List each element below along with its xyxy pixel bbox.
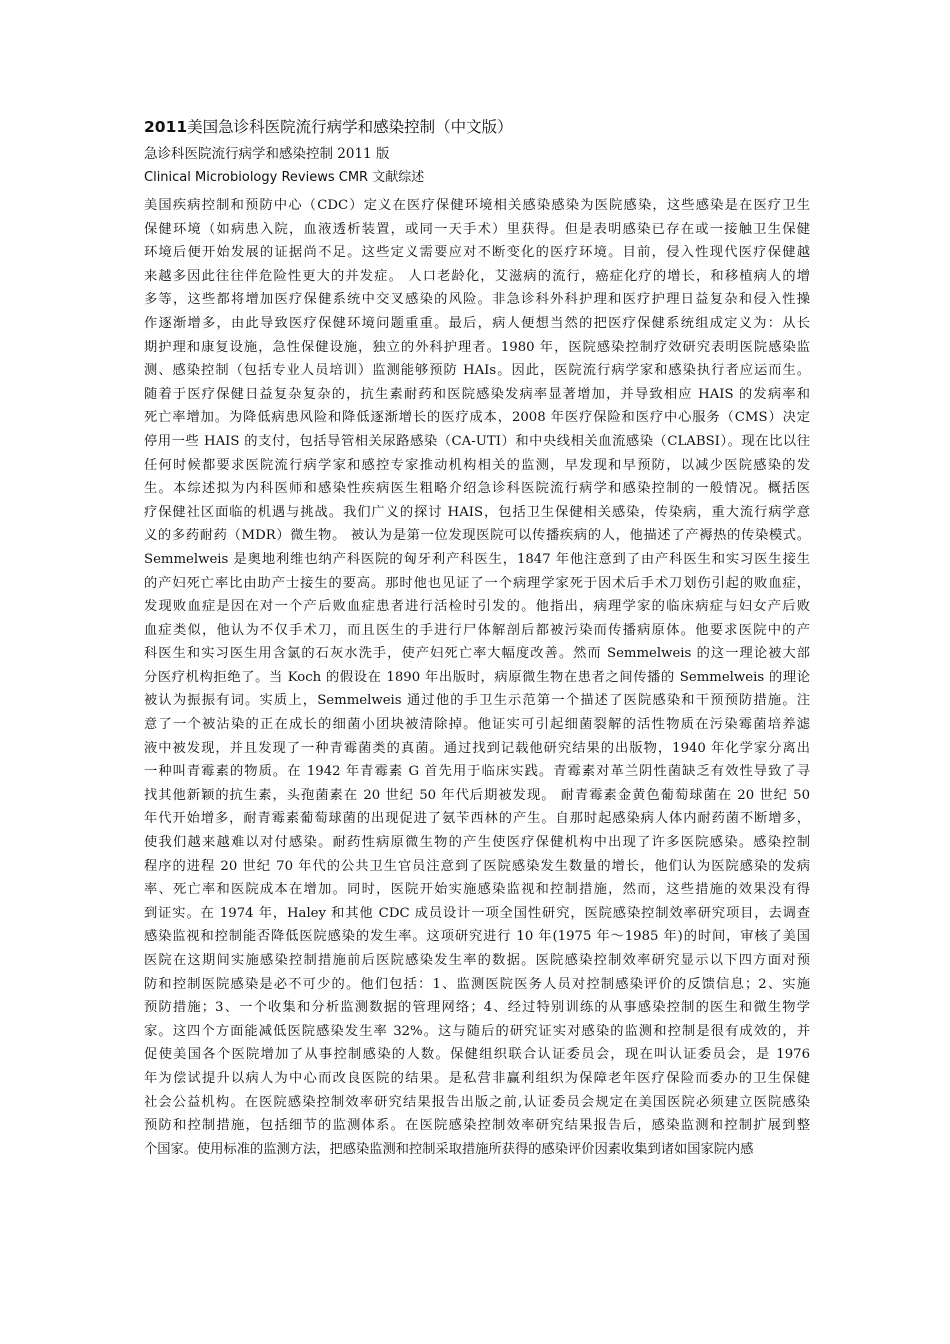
body-line: 程序的进程 20 世纪 70 年代的公共卫生官员注意到了医院感染发生数量的增长，他们认为医院感染的发病 xyxy=(144,858,810,874)
body-line: 科医生和实习医生用含氯的石灰水洗手，使产妇死亡率大幅度改善。然而 Semmelweis 的这一理论被大部 xyxy=(144,646,810,662)
document-title xyxy=(144,116,810,138)
body-line: 多等，这些都将增加医疗保健系统中交叉感染的风险。非急诊科外科护理和医疗护理日益复杂和侵入性操 xyxy=(144,292,810,308)
body-line: 液中被发现，并且发现了一种青霉菌类的真菌。通过找到记载他研究结果的出版物，1940 年化学家分离出 xyxy=(144,740,810,756)
body-line: 停用一些 HAIS 的支付，包括导管相关尿路感染（CA-UTI）和中央线相关血流感染（CLABSI）。现在比以往 xyxy=(144,433,810,449)
body-line: 家。这四个方面能减低医院感染发生率 32%。这与随后的研究证实对感染的监测和控制是很有成效的，并 xyxy=(144,1023,810,1039)
body-line: 美国疾病控制和预防中心（CDC）定义在医疗保健环境相关感染感染为医院感染，这些感染是在医疗卫生 xyxy=(144,198,810,213)
body-line: 找其他新颖的抗生素，头孢菌素在 20 世纪 50 年代后期被发现。 耐青霉素金黄色葡萄球菌在 20 世纪 50 xyxy=(144,787,810,803)
body-line: 死亡率增加。为降低病患风险和降低逐渐增长的医疗成本，2008 年医疗保险和医疗中心服务（CMS）决定 xyxy=(144,410,810,426)
body-line: 使我们越来越难以对付感染。耐药性病原微生物的产生使医疗保健机构中出现了许多医院感染。感染控制 xyxy=(144,835,810,851)
body-line: 促使美国各个医院增加了从事控制感染的人数。保健组织联合认证委员会，现在叫认证委员会，是 1976 xyxy=(144,1047,810,1063)
body-line: 社会公益机构。在医院感染控制效率研究结果报告出版之前,认证委员会规定在美国医院必须建立医院感染 xyxy=(144,1094,810,1110)
title-text: 美国急诊科医院流行病学和感染控制（中文版） xyxy=(187,118,513,136)
body-line: 预防措施；3、一个收集和分析监测数据的管理网络；4、经过特别训练的从事感染控制的医生和微生物学 xyxy=(144,1000,810,1016)
body-line: 一种叫青霉素的物质。在 1942 年青霉素 G 首先用于临床实践。青霉素对革兰阴性菌缺乏有效性导致了寻 xyxy=(144,764,810,780)
document-body xyxy=(144,194,810,1161)
body-line: 义的多药耐药（MDR）微生物。 被认为是第一位发现医院可以传播疾病的人，他描述了产褥热的传染模式。 xyxy=(144,528,810,544)
body-line: 任何时候都要求医院流行病学家和感控专家推动机构相关的监测，早发现和早预防，以减少医院感染的发 xyxy=(144,457,810,473)
body-line: 率、死亡率和医院成本在增加。同时，医院开始实施感染监视和控制措施，然而，这些措施的效果没有得 xyxy=(144,882,810,898)
body-line: 到证实。在 1974 年，Haley 和其他 CDC 成员设计一项全国性研究，医院感染控制效率研究项目，去调查 xyxy=(144,905,810,921)
body-line: 防和控制医院感染是必不可少的。他们包括：1、监测医院医务人员对控制感染评价的反馈信息；2、实施 xyxy=(144,976,810,992)
document-content xyxy=(144,116,810,1161)
body-line: 被认为振振有词。实质上，Semmelweis 通过他的手卫生示范第一个描述了医院感染和干预预防措施。注 xyxy=(144,693,810,709)
title-year: 2011 xyxy=(144,118,188,136)
body-line: 意了一个被沾染的正在成长的细菌小团块被清除掉。他证实可引起细菌裂解的活性物质在污染霉菌培养滤 xyxy=(144,717,810,733)
body-line: 生。本综述拟为内科医师和感染性疾病医生粗略介绍急诊科医院流行病学和感染控制的一般情况。概括医 xyxy=(144,481,810,497)
document-source: Clinical Microbiology Reviews CMR 文献综述 xyxy=(144,170,425,185)
body-line: 分医疗机构拒绝了。当 Koch 的假设在 1890 年出版时，病原微生物在患者之间传播的 Semmelweis 的理论 xyxy=(144,669,810,685)
document-subtitle: 急诊科医院流行病学和感染控制 2011 版 xyxy=(144,146,390,162)
body-line: 疗保健社区面临的机遇与挑战。我们广义的探讨 HAIS，包括卫生保健相关感染，传染病，重大流行病学意 xyxy=(144,504,810,520)
body-line: Semmelweis 是奥地利维也纳产科医院的匈牙利产科医生，1847 年他注意到了由产科医生和实习医生接生 xyxy=(144,551,810,567)
body-line: 期护理和康复设施，急性保健设施，独立的外科护理者。1980 年，医院感染控制疗效研究表明医院感染监 xyxy=(144,339,810,355)
body-line: 随着于医疗保健日益复杂复杂的，抗生素耐药和医院感染发病率显著增加，并导致相应 HAIS 的发病率和 xyxy=(144,386,810,402)
body-line: 年代开始增多，耐青霉素葡萄球菌的出现促进了氨苄西林的产生。自那时起感染病人体内耐药菌不断增多， xyxy=(144,811,810,827)
body-line: 测、感染控制（包括专业人员培训）监测能够预防 HAIs。因此，医院流行病学家和感染执行者应运而生。 xyxy=(144,363,810,379)
body-line: 保健环境（如病患入院，血液透析装置，或同一天手术）里获得。但是表明感染已存在或一接触卫生保健 xyxy=(144,221,810,237)
body-line: 作逐渐增多，由此导致医疗保健环境问题重重。最后，病人便想当然的把医疗保健系统组成定义为：从长 xyxy=(144,315,810,331)
body-line: 感染监视和控制能否降低医院感染的发生率。这项研究进行 10 年(1975 年～1985 年)的时间，审核了美国 xyxy=(144,929,810,945)
body-line: 来越多因此往往伴危险性更大的并发症。 人口老龄化，艾滋病的流行，癌症化疗的增长，和移植病人的增 xyxy=(144,268,810,284)
body-line: 血症类似，他认为不仅手术刀，而且医生的手进行尸体解剖后都被污染而传播病原体。他要求医院中的产 xyxy=(144,622,810,638)
body-line: 个国家。使用标准的监测方法，把感染监测和控制采取措施所获得的感染评价因素收集到诸如国家院内感 xyxy=(144,1141,754,1157)
body-line: 医院在这期间实施感染控制措施前后医院感染发生率的数据。医院感染控制效率研究显示以下四方面对预 xyxy=(144,953,810,968)
body-line: 年为偿试提升以病人为中心而改良医院的结果。是私营非赢利组织为保障老年医疗保险而委办的卫生保健 xyxy=(144,1070,810,1086)
body-line: 发现败血症是因在对一个产后败血症患者进行活检时引发的。他指出，病理学家的临床病症与妇女产后败 xyxy=(144,599,810,615)
body-line: 环境后便开始发展的证据尚不足。这些定义需要应对不断变化的医疗环境。目前，侵入性现代医疗保健越 xyxy=(144,245,810,261)
body-line: 预防和控制措施，包括细节的监测体系。在医院感染控制效率研究结果报告后，感染监测和控制扩展到整 xyxy=(144,1118,810,1134)
body-line: 的产妇死亡率比由助产士接生的要高。那时他也见证了一个病理学家死于因术后手术刀划伤引起的败血症， xyxy=(144,575,810,591)
